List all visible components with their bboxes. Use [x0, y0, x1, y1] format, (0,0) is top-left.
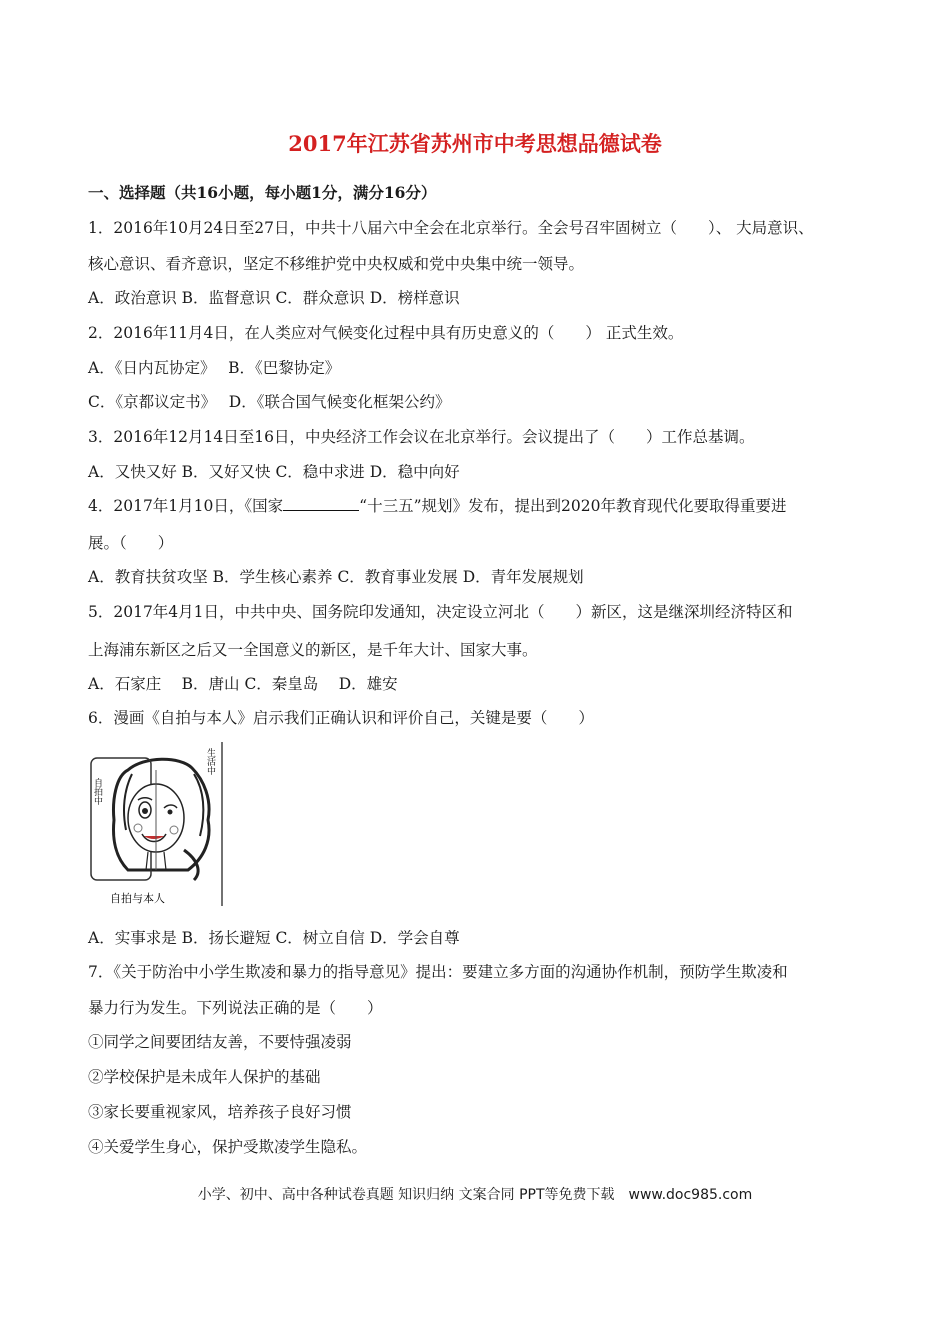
- question-6-line-1: 6．漫画《自拍与本人》启示我们正确认识和评价自己，关键是要（ ）: [88, 709, 594, 727]
- question-2-options-1: A．《日内瓦协定》 B．《巴黎协定》: [88, 359, 341, 377]
- section-heading: 一、选择题（共16小题，每小题1分，满分16分）: [88, 183, 437, 202]
- question-4-line-2: 展。（ ）: [88, 534, 174, 552]
- question-4-text-before-blank: 4．2017年1月10日，《国家: [88, 497, 284, 515]
- question-1-options: A．政治意识 B．监督意识 C．群众意识 D．榜样意识: [88, 289, 460, 307]
- page-title: 2017年江苏省苏州市中考思想品德试卷: [288, 131, 662, 156]
- question-2-options-2: C．《京都议定书》 D．《联合国气候变化框架公约》: [88, 393, 451, 411]
- fill-in-blank: [283, 496, 359, 511]
- comic-caption: 自拍与本人: [110, 892, 165, 905]
- question-4-options: A．教育扶贫攻坚 B．学生核心素养 C．教育事业发展 D．青年发展规划: [88, 568, 584, 586]
- question-4-line-1: [88, 496, 786, 516]
- question-7-statement-2: ②学校保护是未成年人保护的基础: [88, 1068, 321, 1086]
- question-3-options: A．又快又好 B．又好又快 C．稳中求进 D．稳中向好: [88, 463, 460, 481]
- comic-left-label: 自拍中: [92, 778, 102, 805]
- question-7-statement-4: ④关爱学生身心，保护受欺凌学生隐私。: [88, 1138, 368, 1156]
- question-2-line-1: 2．2016年11月4日，在人类应对气候变化过程中具有历史意义的（ ） 正式生效。: [88, 324, 684, 342]
- page-footer: 小学、初中、高中各种试卷真题 知识归纳 文案合同 PPT等免费下载 www.doc985.com: [197, 1187, 753, 1203]
- question-7-statement-1: ①同学之间要团结友善，不要恃强凌弱: [88, 1033, 352, 1051]
- question-5-options: A．石家庄 B．唐山 C．秦皇岛 D．雄安: [88, 675, 398, 693]
- selfie-comic-illustration: [88, 740, 224, 908]
- question-3-line-1: 3．2016年12月14日至16日，中央经济工作会议在北京举行。会议提出了（ ）工作总基调。: [88, 428, 755, 446]
- question-7-line-2: 暴力行为发生。下列说法正确的是（ ）: [88, 999, 383, 1017]
- question-5-line-2: 上海浦东新区之后又一全国意义的新区，是千年大计、国家大事。: [88, 641, 538, 659]
- question-4-text-after-blank: “十三五”规划》发布，提出到2020年教育现代化要取得重要进: [359, 497, 787, 515]
- comic-right-label: 生活中: [205, 748, 215, 775]
- question-1-line-1: 1．2016年10月24日至27日，中共十八届六中全会在北京举行。全会号召牢固树立（ ）、 大局意识、: [88, 219, 814, 237]
- question-1-line-2: 核心意识、看齐意识，坚定不移维护党中央权威和党中央集中统一领导。: [88, 255, 585, 273]
- question-6-options: A．实事求是 B．扬长避短 C．树立自信 D．学会自尊: [88, 929, 460, 947]
- question-7-line-1: 7．《关于防治中小学生欺凌和暴力的指导意见》提出：要建立多方面的沟通协作机制，预防学生欺凌和: [88, 963, 788, 981]
- question-5-line-1: 5．2017年4月1日，中共中央、国务院印发通知，决定设立河北（ ）新区，这是继深圳经济特区和: [88, 603, 793, 621]
- question-7-statement-3: ③家长要重视家风，培养孩子良好习惯: [88, 1103, 352, 1121]
